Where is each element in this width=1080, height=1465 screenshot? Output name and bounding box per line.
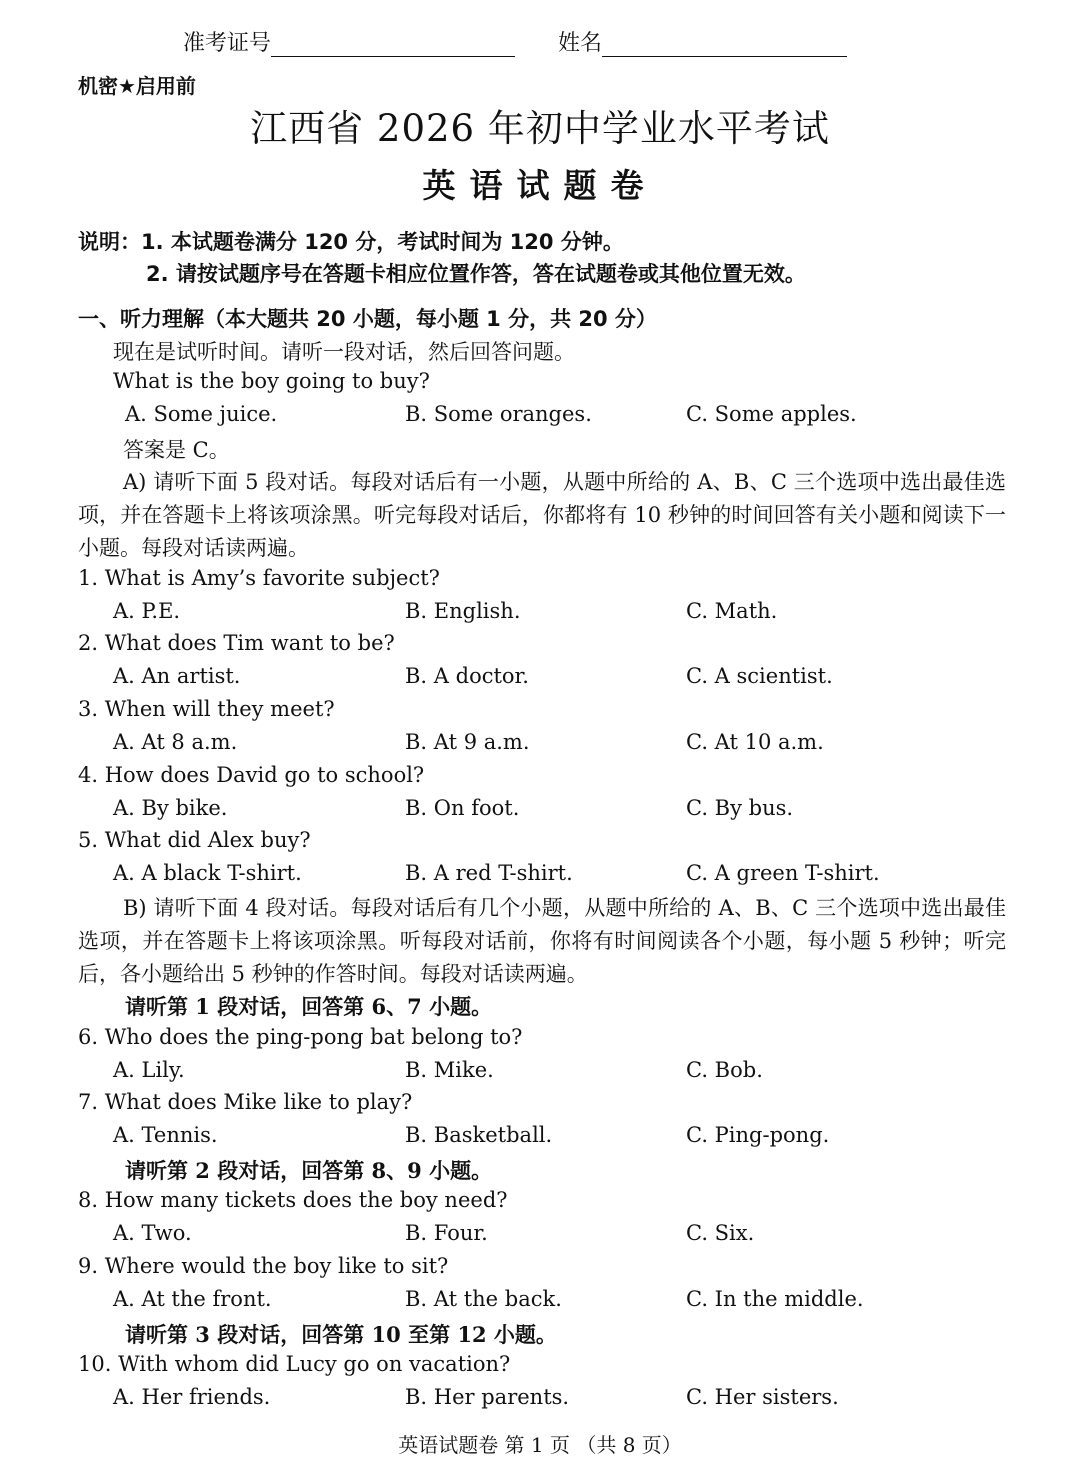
question-4: 4. How does David go to school? — [78, 763, 425, 787]
trial-intro: 现在是试听时间。请听一段对话，然后回答问题。 — [113, 340, 575, 364]
section-heading — [78, 303, 657, 333]
q8-option-b: B. Four. — [405, 1221, 488, 1245]
secret-mark: 机密★启用前 — [78, 74, 196, 98]
question-8: 8. How many tickets does the boy need? — [78, 1188, 508, 1212]
q7-option-a: A. Tennis. — [113, 1123, 218, 1147]
exam-id-field — [183, 26, 515, 57]
section-heading-text: 一、听力理解（本大题共 20 小题，每小题 1 分，共 20 分） — [78, 307, 657, 331]
q7-option-b: B. Basketball. — [405, 1123, 553, 1147]
question-7: 7. What does Mike like to play? — [78, 1090, 413, 1114]
q2-option-c: C. A scientist. — [686, 664, 833, 688]
q3-option-a: A. At 8 a.m. — [113, 730, 238, 754]
q5-option-a: A. A black T-shirt. — [113, 861, 302, 885]
question-1: 1. What is Amy’s favorite subject? — [78, 566, 440, 590]
q4-option-c: C. By bus. — [686, 796, 794, 820]
dialogue-1-label: 请听第 1 段对话，回答第 6、7 小题。 — [125, 994, 493, 1019]
q5-option-c: C. A green T-shirt. — [686, 861, 880, 885]
exam-subtitle: 英语试题卷 — [422, 166, 658, 205]
q9-option-b: B. At the back. — [405, 1287, 562, 1311]
q10-option-c: C. Her sisters. — [686, 1385, 839, 1409]
q1-option-c: C. Math. — [686, 599, 778, 623]
question-6: 6. Who does the ping-pong bat belong to? — [78, 1025, 523, 1049]
q3-option-c: C. At 10 a.m. — [686, 730, 824, 754]
name-label: 姓名 — [558, 31, 603, 56]
trial-option-a: A. Some juice. — [125, 402, 278, 426]
question-3: 3. When will they meet? — [78, 697, 335, 721]
trial-option-c: C. Some apples. — [686, 402, 857, 426]
page-footer: 英语试题卷 第 1 页 （共 8 页） — [398, 1433, 682, 1457]
q8-option-c: C. Six. — [686, 1221, 755, 1245]
q7-option-c: C. Ping-pong. — [686, 1123, 830, 1147]
dialogue-2-label: 请听第 2 段对话，回答第 8、9 小题。 — [125, 1158, 493, 1183]
name-field — [558, 26, 847, 57]
q2-option-b: B. A doctor. — [405, 664, 529, 688]
notes-label: 说明： — [78, 230, 141, 254]
notes-text-2: 2. 请按试题序号在答题卡相应位置作答，答在试题卷或其他位置无效。 — [146, 262, 806, 286]
q10-option-b: B. Her parents. — [405, 1385, 570, 1409]
q1-option-a: A. P.E. — [113, 599, 181, 623]
q8-option-a: A. Two. — [113, 1221, 192, 1245]
trial-answer: 答案是 C。 — [123, 438, 230, 462]
q3-option-b: B. At 9 a.m. — [405, 730, 530, 754]
q1-option-b: B. English. — [405, 599, 521, 623]
q4-option-b: B. On foot. — [405, 796, 520, 820]
q4-option-a: A. By bike. — [113, 796, 228, 820]
question-5: 5. What did Alex buy? — [78, 828, 311, 852]
exam-id-blank — [271, 32, 515, 57]
part-b-instructions: B) 请听下面 4 段对话。每段对话后有几个小题，从题中所给的 A、B、C 三个选项中选出最佳选项，并在答题卡上将该项涂黑。听每段对话前，你将有时间阅读各个小题，每小题 5 秒钟；听完后，各小题给出 5 秒钟的作答时间。每段对话读两遍。 — [78, 896, 1006, 986]
exam-title: 江西省 2026 年初中学业水平考试 — [250, 107, 830, 150]
question-10: 10. With whom did Lucy go on vacation? — [78, 1352, 511, 1376]
question-2: 2. What does Tim want to be? — [78, 631, 395, 655]
notes-line-2 — [146, 258, 806, 288]
dialogue-3-label: 请听第 3 段对话，回答第 10 至第 12 小题。 — [125, 1322, 557, 1347]
notes-text-1: 1. 本试题卷满分 120 分，考试时间为 120 分钟。 — [141, 230, 624, 254]
q6-option-b: B. Mike. — [405, 1058, 494, 1082]
trial-option-b: B. Some oranges. — [405, 402, 592, 426]
part-a-instructions: A) 请听下面 5 段对话。每段对话后有一小题，从题中所给的 A、B、C 三个选项中选出最佳选项，并在答题卡上将该项涂黑。听完每段对话后，你都将有 10 秒钟的时间回答有关小题和阅读下一小题。每段对话读两遍。 — [78, 470, 1006, 560]
exam-id-label: 准考证号 — [183, 31, 272, 56]
q2-option-a: A. An artist. — [113, 664, 241, 688]
q5-option-b: B. A red T-shirt. — [405, 861, 573, 885]
q6-option-a: A. Lily. — [113, 1058, 185, 1082]
q9-option-a: A. At the front. — [113, 1287, 272, 1311]
trial-question: What is the boy going to buy? — [113, 369, 430, 393]
q6-option-c: C. Bob. — [686, 1058, 763, 1082]
question-9: 9. Where would the boy like to sit? — [78, 1254, 449, 1278]
name-blank — [602, 32, 847, 57]
q9-option-c: C. In the middle. — [686, 1287, 864, 1311]
q10-option-a: A. Her friends. — [113, 1385, 271, 1409]
notes-line-1 — [78, 226, 624, 256]
